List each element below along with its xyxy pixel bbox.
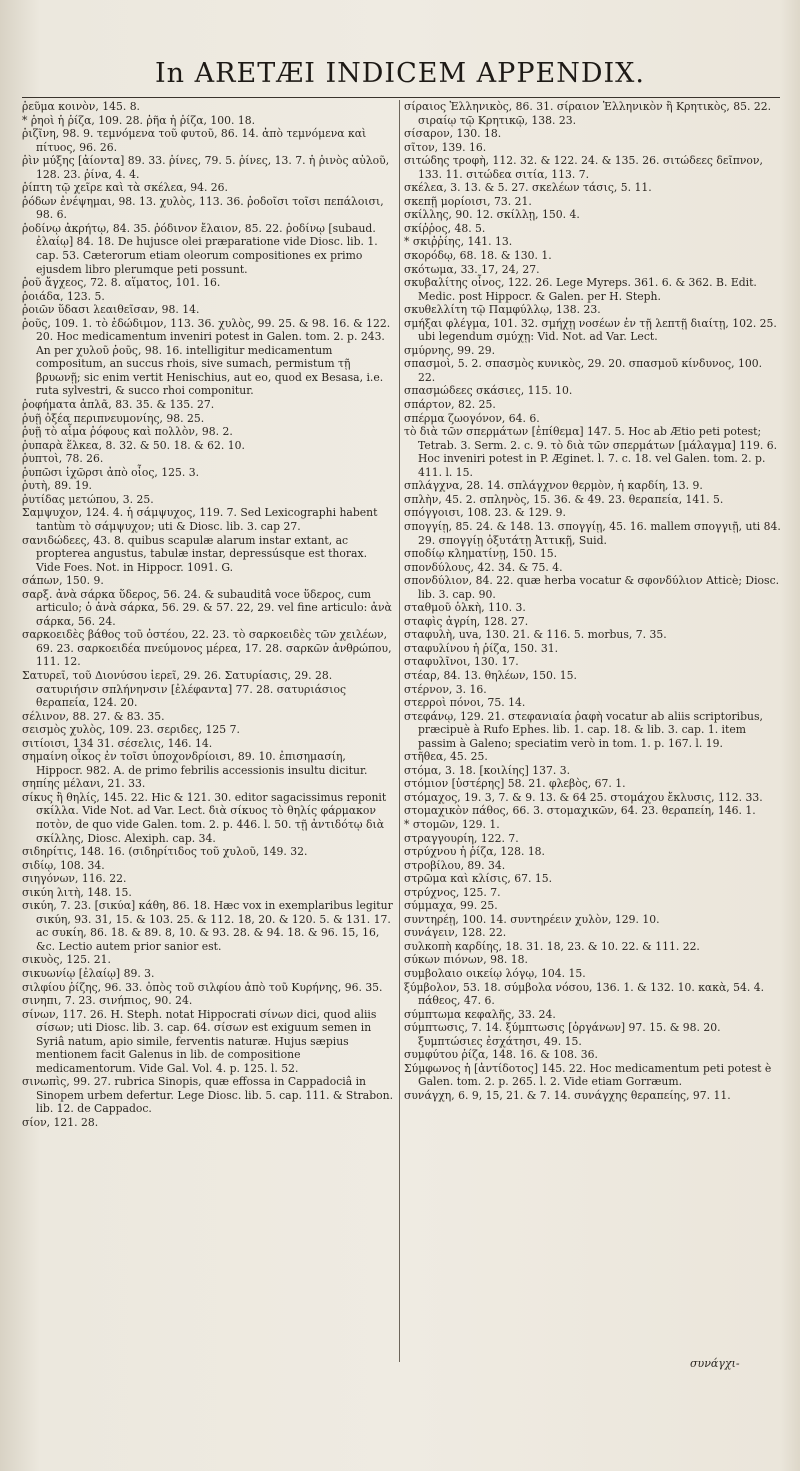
index-entry: ῥυπῶσι ἰχῶρσι ἀπὸ οἷος, 125. 3. [22,465,200,479]
index-entry: στόμα, 3. 18. [κοιλίης] 137. 3. [404,763,571,777]
index-entry: στόμιον [ὑστέρης] 58. 21. φλεβὸς, 67. 1. [404,777,626,791]
index-entry: σαρκοειδὲς βάθος τοῦ ὀστέου, 22. 23. τὸ σαρκοειδὲς τῶν χειλέων, 69. 23. σαρκοειδέα πνεύμονος μέρεα, 17. 28. σαρκῶν ἀνθρώπου, 111. 12. [22,628,392,669]
index-entry: σκορόδῳ, 68. 18. & 130. 1. [404,249,552,263]
index-entry: σιδίῳ, 108. 34. [22,858,105,872]
left-column [22,100,394,1390]
index-entry: σπασμώδεες σκάσιες, 115. 10. [404,384,573,398]
index-entry: σικύη, 7. 23. [σικύα] κάθη, 86. 18. Hæc vox in exemplaribus legitur σικύη, 93. 31, 15. & 103. 25. & 112. 18, 20. & 120. 5. & 131. 17. ac συκίη, 86. 18. & 89. 8, 10. & 93. 28. & 94. 18. & 96. 15, 16, &c. Lectio autem prior sanior est. [22,899,393,953]
index-entry: σημαίνη οἶκος ἐν τοῖσι ὑποχονδρίοισι, 89. 10. ἐπισημασίη, Hippocr. 982. A. de primo febrilis accessionis insultu dicitur. [22,750,368,777]
index-entry: συμβολαιο οικείῳ λόγῳ, 104. 15. [404,967,586,980]
index-entry: * σκιῤῥίης, 141. 13. [404,235,513,249]
index-entry: σιηγόνων, 116. 22. [22,872,127,886]
index-entry: σταφυλῖνοι, 130. 17. [404,655,519,669]
index-entry: ῥόδων ἐνέψημαι, 98. 13. χυλὸς, 113. 36. ῥοδοῖσι τοῖσι πεπάλοισι, 98. 6. [22,194,384,222]
index-entry: στεφάνῳ, 129. 21. στεφανιαία ῥαφὴ vocatur ab aliis scriptoribus, præcipuè à Rufo Ephes. lib. 1. cap. 18. & lib. 3. cap. 1. item passim à Galeno; speciatim verò in tom. 1. p. 167. l. 19. [404,709,763,750]
index-entry: σμήξαι φλέγμα, 101. 32. σμήχῃ νοσέων ἐν τῇ λεπτῇ διαίτῃ, 102. 25. ubi legendum σμύχῃ: Vid. Not. ad Var. Lect. [404,316,777,344]
index-entry: σίσαρον, 130. 18. [404,127,502,141]
index-entry: σπλὴν, 45. 2. σπληνὸς, 15. 36. & 49. 23. θεραπεία, 141. 5. [404,492,724,506]
index-entry: ῥιζῖνη, 98. 9. τεμνόμενα τοῦ φυτοῦ, 86. 14. ἀπὸ τεμνόμενα καὶ πίτυος, 96. 26. [22,127,367,154]
index-entry: σύμμαχα, 99. 25. [404,899,498,913]
index-entry: ῥυῇ τὸ αἷμα ῥόφους καὶ πολλὸν, 98. 2. [22,425,233,439]
index-entry: σποδίῳ κληματίνῃ, 150. 15. [404,547,558,561]
index-entry: σικύη λιτὴ, 148. 15. [22,885,132,899]
index-entry: στόμαχος, 19. 3, 7. & 9. 13. & 64 25. στομάχου ἔκλυσις, 112. 33. [404,790,763,804]
index-entry: στέρνον, 3. 16. [404,682,487,696]
index-entry: σέλινον, 88. 27. & 83. 35. [22,709,165,723]
index-entry: σπασμοὶ, 5. 2. σπασμὸς κυνικὸς, 29. 20. σπασμοῦ κίνδυνος, 100. 22. [404,357,763,384]
index-entry: σπονδύλους, 42. 34. & 75. 4. [404,560,563,574]
index-entry: στραγγουρίη, 122. 7. [404,831,519,845]
catchword: συνάγχι- [690,1357,740,1370]
index-entry: σαρξ. ἀνὰ σάρκα ὕδερος, 56. 24. & subauditâ voce ὕδερος, cum articulo; ὁ ἀνὰ σάρκα, 56. 29. & 57. 22, 29. vel fine articulo: ἀνὰ σάρκα, 56. 24. [22,587,392,628]
index-entry: σινηπι, 7. 23. σινήπιος, 90. 24. [22,994,193,1008]
index-entry: Σατυρεῖ, τοῦ Διονύσου ἱερεῖ, 29. 26. Σατυρίασις, 29. 28. σατυριήσιν σπλήνηνσιν [ἐλέφαντα] 77. 28. σατυριάσιος θεραπεία, 124. 20. [22,668,347,710]
index-entry: σεισμὸς χυλὸς, 109. 23. σεριδες, 125 7. [22,723,240,737]
index-entry: συμφύτου ῥίζα, 148. 16. & 108. 36. [404,1048,598,1062]
index-entry: ῥίπτη τῷ χεῖρε καὶ τὰ σκέλεα, 94. 26. [22,181,228,195]
index-entry: Σύμφωνος ἡ [ἀντίδοτος] 145. 22. Hoc medicamentum peti potest è Galen. tom. 2. p. 265. l. 2. Vide etiam Gorræum. [404,1061,772,1089]
index-entry: σπάρτον, 82. 25. [404,398,496,412]
index-entry: σίραιος Ἑλληνικὸς, 86. 31. σίραιον Ἑλληνικὸν ἢ Κρητικὸς, 85. 22. σιραίῳ τῷ Κρητικῷ, 138. 23. [404,100,772,127]
index-entry: σηπίης μέλανι, 21. 33. [22,777,146,791]
index-entry: σῖτον, 139. 16. [404,140,487,154]
right-column [404,100,782,1390]
index-entry: σταφὶς ἀγρίη, 128. 27. [404,614,529,628]
index-entry: συντηρέῃ, 100. 14. συντηρέειν χυλὸν, 129. 10. [404,912,660,926]
index-entry: σύμπτωσις, 7. 14. ξύμπτωσις [ὀργάνων] 97. 15. & 98. 20. ξυμπτώσιες ἐσχάτησι, 49. 15. [404,1021,721,1048]
index-entry: σκίῤῥος, 48. 5. [404,221,486,235]
index-entry: ῥοιῶν ὕδασι λεαιθεῖσαν, 98. 14. [22,303,200,317]
index-entry: σπλάγχνα, 28. 14. σπλάγχνον θερμὸν, ἡ καρδίη, 13. 9. [404,479,703,493]
index-entry: στρῶμα καὶ κλίσις, 67. 15. [404,872,553,886]
index-entry: σκυθελλίτη τῷ Παμφύλλῳ, 138. 23. [404,303,601,317]
index-entry: * ῥηοὶ ἡ ῥίζα, 109. 28. ῥῆα ἡ ῥίζα, 100. 18. [22,113,256,127]
index-entry: ῥοδίνῳ ἀκρήτῳ, 84. 35. ῥόδινον ἔλαιον, 85. 22. ῥοδίνῳ [subaud. ἐλαίῳ] 84. 18. De hujusce olei præparatione vide Diosc. lib. 1. cap. 53. Cæterorum etiam oleorum compositiones ex primo ejusdem libro plerumque peti possunt. [22,221,378,276]
index-entry: ῥοῦ ἄγχεος, 72. 8. αἵματος, 101. 16. [22,276,221,290]
index-entry: σπογγίῃ, 85. 24. & 148. 13. σπογγίῃ, 45. 16. mallem σπογγιῇ, uti 84. 29. σπογγίῃ ὀξυτάτῃ Ἀττικῇ, Suid. [404,519,781,547]
index-entry: σικυὸς, 125. 21. [22,953,111,967]
index-entry: σκίλλης, 90. 12. σκίλλῃ, 150. 4. [404,208,580,222]
index-entry: σταφυλίνου ἡ ῥίζα, 150. 31. [404,641,559,655]
index-entry: σμύρνης, 99. 29. [404,343,496,357]
index-entry: σίκυς ἢ θηλίς, 145. 22. Hic & 121. 30. editor sagacissimus reponit σκίλλα. Vide Not. ad Var. Lect. διὰ σίκυος τὸ θηλίς φάρμακον ποτὸν, de quo vide Galen. tom. 2. p. 446. l. 50. τῇ ἀντιδότῳ διὰ σκίλλης, Diosc. Alexiph. cap. 34. [22,790,387,845]
index-entry: σιτώδης τροφὴ, 112. 32. & 122. 24. & 135. 26. σιτώδεες δεῖπνον, 133. 11. σιτώδεα σιτία, 113. 7. [404,154,763,181]
index-entry: ῥυπτοὶ, 78. 26. [22,452,104,466]
index-entry: σιλφίου ῥίζης, 96. 33. ὀπὸς τοῦ σιλφίου ἀπὸ τοῦ Κυρήνης, 96. 35. [22,980,383,994]
page-title: In ARETÆI INDICEM APPENDIX. [155,58,645,89]
index-entry: συνάγειν, 128. 22. [404,926,507,940]
index-entry: σιδηρίτις, 148. 16. (σιδηρίτιδος τοῦ χυλοῦ, 149. 32. [22,845,308,859]
index-entry: σάπων, 150. 9. [22,574,104,588]
index-entry: συνάγχη, 6. 9, 15, 21. & 7. 14. συνάγχης θεραπείης, 97. 11. [404,1088,731,1102]
index-entry: ῥοιάδα, 123. 5. [22,289,105,303]
index-entry: στρύχνου ἡ ῥίζα, 128. 18. [404,845,545,859]
index-entry: στερροὶ πόνοι, 75. 14. [404,696,526,710]
index-entry: σικυωνίῳ [ἐλαίῳ] 89. 3. [22,967,155,980]
index-entry: στρύχνος, 125. 7. [404,885,501,899]
index-entry: σκότωμα, 33. 17, 24, 27. [404,262,540,276]
index-entry: συλκοπὴ καρδίης, 18. 31. 18, 23. & 10. 22. & 111. 22. [404,939,700,953]
index-entry: ῥυῇ ὀξέα περιπνευμονίης, 98. 25. [22,411,205,425]
index-entry: σταθμοῦ ὁλκὴ, 110. 3. [404,601,526,615]
index-entry: στροβίλου, 89. 34. [404,858,506,872]
index-entry: ῥὶν μύξης [ἀίοντα] 89. 33. ῥίνες, 79. 5. ῥίνες, 13. 7. ἡ ῥινὸς αὐλοῦ, 128. 23. ῥίνα, 4. 4. [22,154,390,181]
index-entry: σκυβαλίτης οἶνος, 122. 26. Lege Myreps. 361. 6. & 362. B. Edit. Medic. post Hippocr. & Galen. per H. Steph. [404,276,757,303]
index-entry: σπέρμα ζωογόνον, 64. 6. [404,411,540,425]
index-entry: ῥοφήματα ἁπλᾶ, 83. 35. & 135. 27. [22,398,215,412]
index-entry: ῥυτίδας μετώπου, 3. 25. [22,492,154,506]
index-entry: σίον, 121. 28. [22,1116,99,1130]
index-entry: ῥεῦμα κοινὸν, 145. 8. [22,100,140,113]
header-rule [22,97,780,98]
index-entry: σύκων πιόνων, 98. 18. [404,953,528,967]
column-divider [399,100,400,1362]
index-entry: σπονδύλιον, 84. 22. quæ herba vocatur & σφονδύλιον Atticè; Diosc. lib. 3. cap. 90. [404,574,780,601]
index-entry: τὸ διὰ τῶν σπερμάτων [ἐπίθεμα] 147. 5. Hoc ab Ætio peti potest; Tetrab. 3. Serm. 2. c. 9. τὸ διὰ τῶν σπερμάτων [μάλαγμα] 119. 6. Hoc inveniri potest in P. Æginet. l. 7. c. 18. vel Galen. tom. 2. p. 411. l. 15. [404,425,778,479]
index-entry: * στομῶν, 129. 1. [404,817,500,831]
index-entry: Σαμψυχον, 124. 4. ἡ σάμψυχος, 119. 7. Sed Lexicographi habent tantùm τὸ σάμψυχον; uti & Diosc. lib. 3. cap 27. [22,506,378,533]
index-entry: σύμπτωμα κεφαλῆς, 33. 24. [404,1007,556,1021]
index-entry: σιτίοισι, 134 31. σέσελις, 146. 14. [22,736,213,750]
index-entry: σανιδώδεες, 43. 8. quibus scapulæ alarum instar extant, ac propterea angustus, tabulæ instar, depressúsque est thorax. Vide Foes. Not. in Hippocr. 1091. G. [22,533,368,574]
index-entry: σπόγγοισι, 108. 23. & 129. 9. [404,506,566,520]
index-entry: σίνων, 117. 26. H. Steph. notat Hippocrati σίνων dici, quod aliis σίσων; uti Diosc. lib. 3. cap. 64. σίσων est exiguum semen in Syriâ natum, apio simile, ferventis naturæ. Hujus sæpius mentionem facit Galenus in lib. de compositione medicamentorum. Vide Gal. Vol. 4. p. 125. l. 52. [22,1007,377,1075]
index-entry: ξύμβολον, 53. 18. σύμβολα νόσου, 136. 1. & 132. 10. κακὰ, 54. 4. πάθεος, 47. 6. [404,980,765,1008]
index-entry: σκέλεα, 3. 13. & 5. 27. σκελέων τάσις, 5. 11. [404,181,652,195]
index-entry: στομαχικὸν πάθος, 66. 3. στομαχικῶν, 64. 23. θεραπείη, 146. 1. [404,804,756,818]
index-entry: σινωπὶς, 99. 27. rubrica Sinopis, quæ effossa in Cappadociâ in Sinopem urbem defertur. Lege Diosc. lib. 5. cap. 111. & Strabon. lib. 12. de Cappadoc. [22,1075,394,1116]
index-entry: στέαρ, 84. 13. θηλέων, 150. 15. [404,668,577,682]
index-entry: ῥοῦς, 109. 1. τὸ ἐδώδιμον, 113. 36. χυλὸς, 99. 25. & 98. 16. & 122. 20. Hoc medicamentum inveniri potest in Galen. tom. 2. p. 243. An per χυλοῦ ῥοῦς, 98. 16. intelligitur medicamentum compositum, an succus rhois, sive sumach, permistum τῇ βρυωνῇ; sic enim vertit Henischius, aut eo, quod ex Besasa, i.e. ruta sylvestri, & succo rhoi componitur. [22,316,391,398]
index-entry: σκεπῇ μορίοισι, 73. 21. [404,194,532,208]
index-entry: ῥυπαρὰ ἕλκεα, 8. 32. & 50. 18. & 62. 10. [22,438,245,452]
index-entry: στῆθεα, 45. 25. [404,750,488,764]
index-entry: ῥυτὴ, 89. 19. [22,479,92,493]
index-entry: σταφυλὴ, uva, 130. 21. & 116. 5. morbus, 7. 35. [404,628,667,642]
